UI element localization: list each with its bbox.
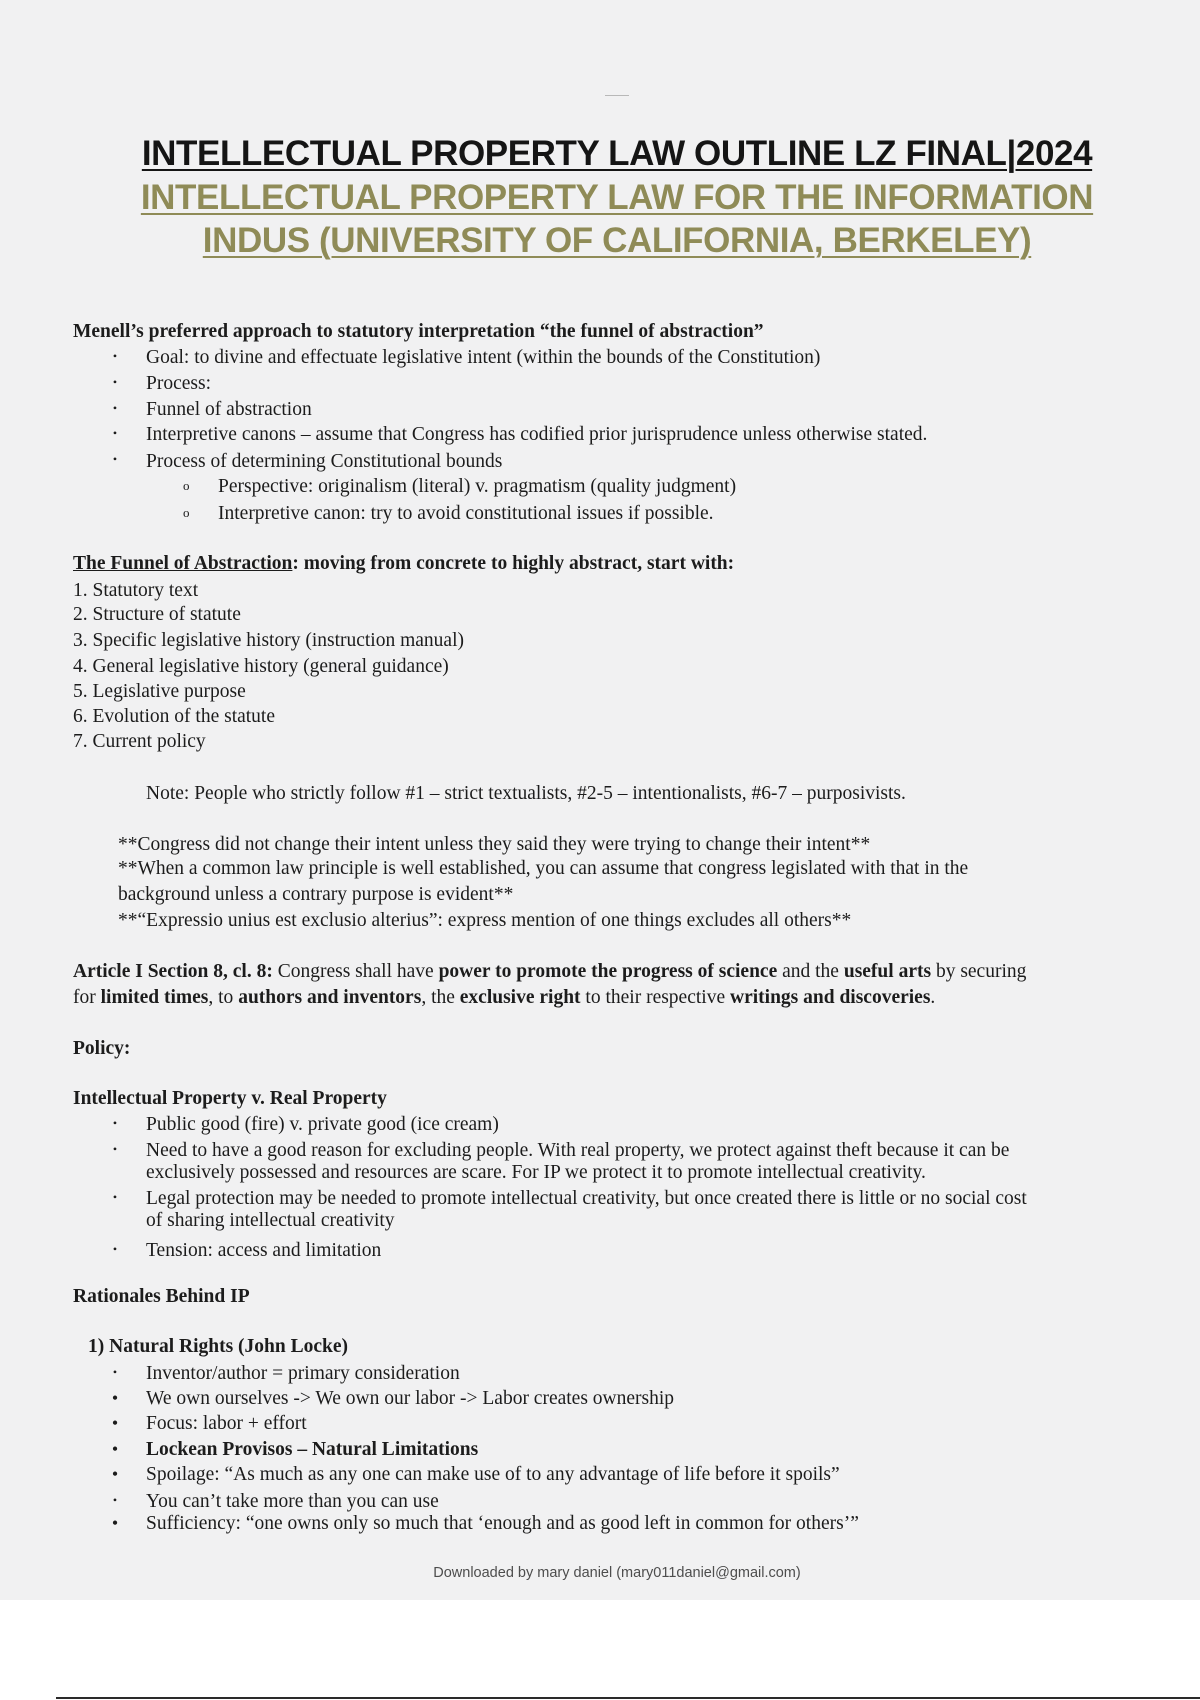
download-footer: Downloaded by mary daniel (mary011daniel@gmail.com) [433,1565,801,1581]
article-emphasis: limited times [100,987,209,1008]
menell-bullet: Goal: to divine and effectuate legislative intent (within the bounds of the Constitution) [146,347,821,368]
bullet-dot: • [111,1439,119,1459]
article-emphasis: useful arts [843,961,932,982]
article-emphasis: writings and discoveries [730,987,931,1008]
rationale-bullet: We own ourselves -> We own our labor -> Labor creates ownership [146,1388,675,1409]
bullet-dot: • [112,1190,118,1204]
funnel-step: 3. Specific legislative history (instruction manual) [73,630,464,651]
menell-sub-bullet: Perspective: originalism (literal) v. pragmatism (quality judgment) [218,476,737,497]
bullet-dot: • [111,1513,119,1533]
rationale-bullet: Sufficiency: “one owns only so much that ‘enough and as good left in common for others’” [146,1513,859,1534]
article-text: , to [208,987,239,1008]
policy-heading: Policy: [73,1038,131,1059]
rationales-heading: Rationales Behind IP [73,1286,250,1307]
funnel-step: 5. Legislative purpose [73,681,246,702]
funnel-step: 2. Structure of statute [73,604,241,625]
document-subtitle [0,176,1200,262]
bullet-dot: • [111,1464,119,1484]
article-text: by securing [931,961,1027,982]
funnel-step: 6. Evolution of the statute [73,706,276,727]
subtitle-line-1: INTELLECTUAL PROPERTY LAW FOR THE INFORMATION [140,178,1094,217]
funnel-heading [73,553,734,575]
bullet-dot: • [112,401,118,415]
article-text: Congress shall have [272,961,439,982]
bullet-dot: • [111,1413,119,1433]
ip-bullet-continued: exclusively possessed and resources are scare. For IP we protect it to promote intellectual creativity. [146,1162,926,1183]
bullet-dot: • [112,1242,118,1256]
article-text: to their respective [580,987,730,1008]
bullet-dot: • [112,1142,118,1156]
menell-bullet: Interpretive canons – assume that Congress has codified prior jurisprudence unless otherwise stated. [146,424,928,445]
rationale-bullet: Inventor/author = primary consideration [146,1363,460,1384]
article-text: , the [421,987,460,1008]
bullet-dot: • [112,452,118,466]
article-line-2 [73,987,935,1009]
funnel-remark: **“Expressio unius est exclusio alterius”: express mention of one things excludes all others** [118,910,852,931]
subtitle-line-2: INDUS (UNIVERSITY OF CALIFORNIA, BERKELEY) [202,221,1032,260]
article-text: . [930,987,936,1008]
article-emphasis: power to promote the progress of science [438,961,778,982]
funnel-note: Note: People who strictly follow #1 – strict textualists, #2-5 – intentionalists, #6-7 – purposivists. [146,783,906,804]
funnel-remark: **Congress did not change their intent unless they said they were trying to change their intent** [118,834,871,855]
funnel-heading-underlined: The Funnel of Abstraction [73,553,293,574]
bullet-dot: • [112,1116,118,1130]
bullet-dot: • [112,1493,118,1507]
bullet-dot: • [112,349,118,363]
bullet-dot: • [112,426,118,440]
article-text: for [73,987,101,1008]
rationale-bullet: Focus: labor + effort [146,1413,307,1434]
article-emphasis: exclusive right [459,987,581,1008]
menell-bullet: Process of determining Constitutional bounds [146,451,503,472]
rationale-bullet: You can’t take more than you can use [146,1491,439,1512]
bullet-dot: • [112,375,118,389]
rationale-bullet-bold: Lockean Provisos – Natural Limitations [146,1439,479,1460]
menell-bullet: Funnel of abstraction [146,399,312,420]
bottom-divider [56,1697,1200,1699]
top-divider [605,95,629,96]
circle-bullet: o [183,478,190,493]
ip-bullet: Tension: access and limitation [146,1240,382,1261]
document-title: INTELLECTUAL PROPERTY LAW OUTLINE LZ FINAL|2024 [141,134,1093,173]
funnel-remark: background unless a contrary purpose is evident** [118,884,514,905]
funnel-step: 7. Current policy [73,731,206,752]
article-text: and the [777,961,844,982]
article-emphasis: authors and inventors [238,987,422,1008]
ip-bullet: Legal protection may be needed to promote intellectual creativity, but once created there is little or no social cost [146,1188,1027,1209]
natural-rights-heading: 1) Natural Rights (John Locke) [88,1336,349,1357]
funnel-step: 1. Statutory text [73,580,199,601]
article-line-1 [73,961,1026,983]
ip-vs-real-heading: Intellectual Property v. Real Property [73,1088,387,1109]
ip-bullet: Public good (fire) v. private good (ice cream) [146,1114,499,1135]
menell-sub-bullet: Interpretive canon: try to avoid constitutional issues if possible. [218,503,714,524]
bullet-dot: • [111,1388,119,1408]
menell-bullet: Process: [146,373,211,394]
rationale-bullet: Spoilage: “As much as any one can make use of to any advantage of life before it spoils” [146,1464,840,1485]
funnel-heading-rest: : moving from concrete to highly abstract, start with: [292,553,735,574]
menell-heading: Menell’s preferred approach to statutory interpretation “the funnel of abstraction” [73,321,764,342]
article-label: Article I Section 8, cl. 8: [73,961,273,982]
funnel-remark: **When a common law principle is well established, you can assume that congress legislated with that in the [118,858,969,879]
ip-bullet-continued: of sharing intellectual creativity [146,1210,395,1231]
bullet-dot: • [112,1365,118,1379]
funnel-step: 4. General legislative history (general guidance) [73,656,449,677]
ip-bullet: Need to have a good reason for excluding people. With real property, we protect against theft because it can be [146,1140,1010,1161]
circle-bullet: o [183,505,190,520]
